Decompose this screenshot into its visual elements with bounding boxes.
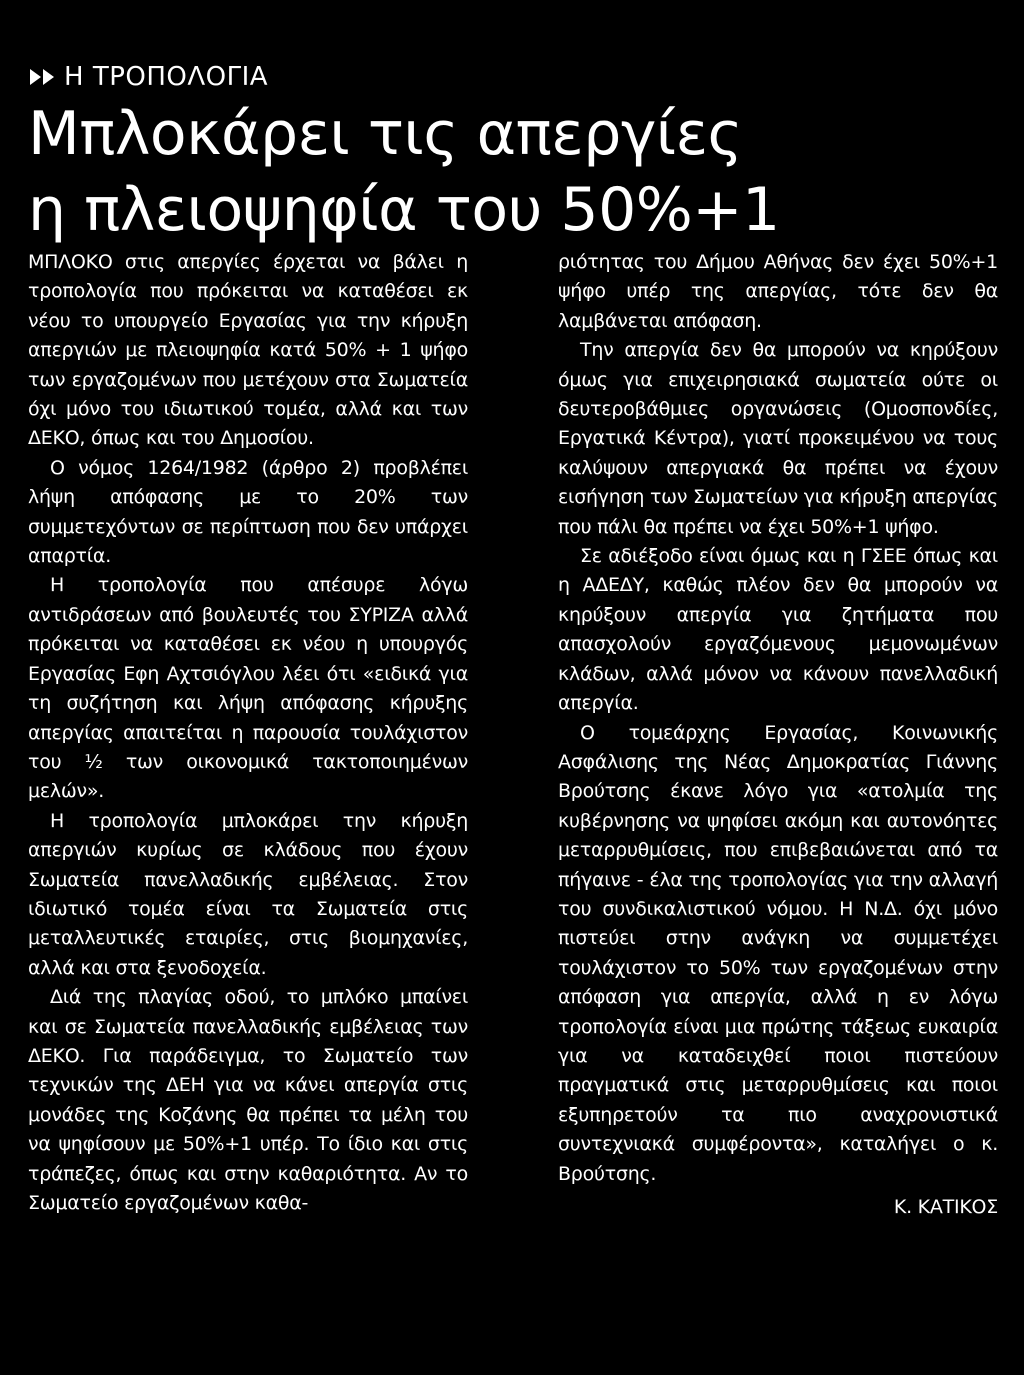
paragraph: ριότητας του Δήμου Αθήνας δεν έχει 50%+1 ψήφο υπέρ της απεργίας, τότε δεν θα λαμβάνεται απόφαση.	[558, 251, 998, 332]
kicker-label: Η ΤΡΟΠΟΛΟΓΙΑ	[64, 62, 269, 92]
author-byline: Κ. ΚΑΤΙΚΟΣ	[893, 1196, 998, 1218]
paragraph: Διά της πλαγίας οδού, το μπλόκο μπαίνει και σε Σωματεία πανελλαδικής εμβέλειας των ΔΕΚΟ. Για παράδειγμα, το Σωματείο των τεχνικών της ΔΕΗ για να κάνει απεργία στις μονάδες της Κοζάνης θα πρέπει τα μέλη του να ψηφίσουν με 50%+1 υπέρ. Το ίδιο και στις τράπεζες, όπως και στην καθαριότητα. Αν το Σωματείο εργαζομένων καθα-	[28, 986, 468, 1214]
article-headline	[28, 96, 1008, 248]
headline-line-1: Μπλοκάρει τις απεργίες	[28, 99, 743, 169]
left-column	[28, 248, 468, 1222]
article-body	[28, 248, 998, 1222]
headline-line-2: η πλειοψηφία του 50%+1	[28, 175, 780, 245]
paragraph: Σε αδιέξοδο είναι όμως και η ΓΣΕΕ όπως και η ΑΔΕΔΥ, καθώς πλέον δεν θα μπορούν να κηρύξουν απεργία για ζητήματα που απασχολούν εργαζόμενους μεμονωμένων κλάδων, αλλά μόνον να κάνουν πανελλαδική απεργία.	[558, 545, 998, 715]
right-column	[558, 248, 998, 1222]
paragraph: Ο νόμος 1264/1982 (άρθρο 2) προβλέπει λήψη απόφασης με το 20% των συμμετεχόντων σε περίπτωση που δεν υπάρχει απαρτία.	[28, 456, 468, 568]
paragraph: Ο τομεάρχης Εργασίας, Κοινωνικής Ασφάλισης της Νέας Δημοκρατίας Γιάννης Βρούτσης έκανε λόγο για «ατολμία της κυβέρνησης να ψηφίσει ακόμη και αυτονόητες μεταρρυθμίσεις, που επιβεβαιώνεται από τα πήγαινε - έλα της τροπολογίας για την αλλαγή του συνδικαλιστικού νόμου. Η Ν.Δ. όχι μόνο πιστεύει στην ανάγκη να συμμετέχει τουλάχιστον το 50% των εργαζομένων στην απόφαση για απεργία, αλλά η εν λόγω τροπολογία είναι μια πρώτης τάξεως ευκαιρία για να καταδειχθεί ποιοι πιστεύουν πραγματικά στις μεταρρυθμίσεις και ποιοι εξυπηρετούν τα πιο αναχρονιστικά συντεχνιακά συμφέροντα», καταλήγει ο κ. Βρούτσης.	[558, 721, 998, 1185]
paragraph: Η τροπολογία που απέσυρε λόγω αντιδράσεων από βουλευτές του ΣΥΡΙΖΑ αλλά πρόκειται να καταθέσει εκ νέου η υπουργός Εργασίας Εφη Αχτσιόγλου λέει ότι «ειδικά για τη συζήτηση και λήψη απόφασης κήρυξης απεργίας απαιτείται η παρουσία τουλάχιστον του ½ των οικονομικά τακτοποιημένων μελών».	[28, 574, 468, 803]
double-arrow-icon	[30, 69, 54, 85]
paragraph: ΜΠΛΟΚΟ στις απεργίες έρχεται να βάλει η τροπολογία που πρόκειται να καταθέσει εκ νέου το υπουργείο Εργασίας για την κήρυξη απεργιών με πλειοψηφία κατά 50% + 1 ψήφο των εργαζομένων που μετέχουν στα Σωματεία όχι μόνο του ιδιωτικού τομέα, αλλά και των ΔΕΚΟ, όπως και του Δημοσίου.	[28, 251, 468, 450]
paragraph: Η τροπολογία μπλοκάρει την κήρυξη απεργιών κυρίως σε κλάδους που έχουν Σωματεία πανελλαδικής εμβέλειας. Στον ιδιωτικό τομέα είναι τα Σωματεία στις μεταλλευτικές εταιρίες, στις βιομηχανίες, αλλά και στα ξενοδοχεία.	[28, 809, 468, 979]
section-kicker	[30, 62, 268, 92]
paragraph: Την απεργία δεν θα μπορούν να κηρύξουν όμως για επιχειρησιακά σωματεία ούτε οι δευτεροβάθμιες οργανώσεις (Ομοσπονδίες, Εργατικά Κέντρα), γιατί προκειμένου να τους καλύψουν απεργιακά θα πρέπει να έχουν εισήγηση των Σωματείων για κήρυξη απεργίας που πάλι θα πρέπει να έχει 50%+1 ψήφο.	[558, 339, 998, 538]
